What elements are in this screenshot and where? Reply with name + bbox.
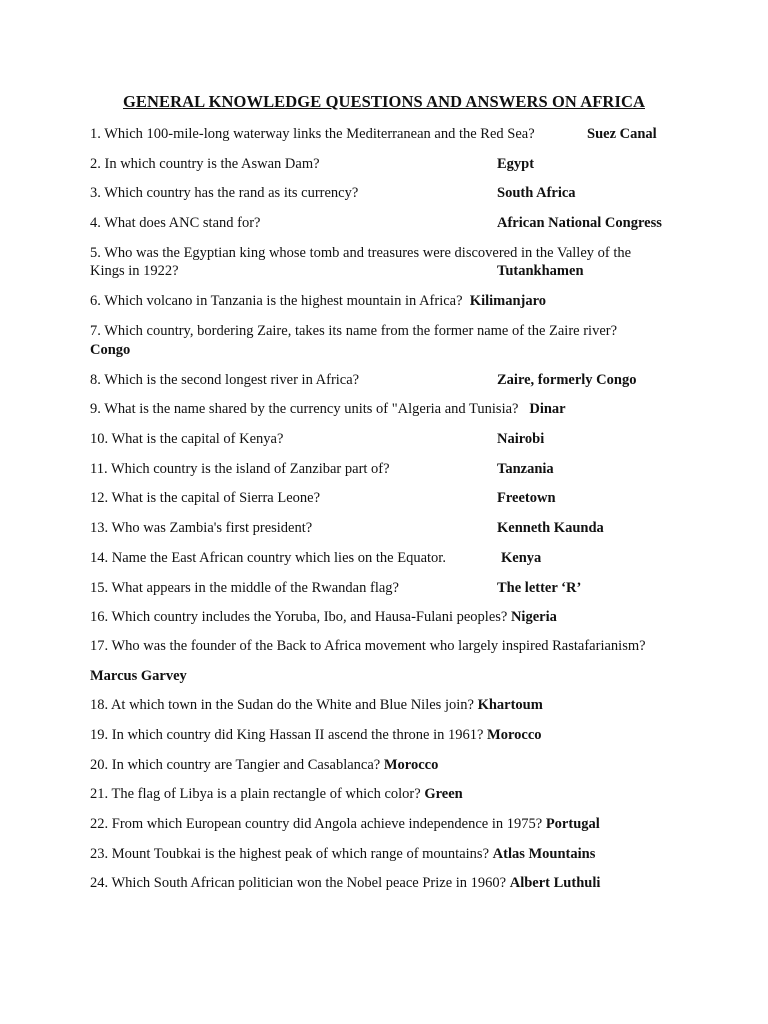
question-text: 10. What is the capital of Kenya?: [90, 431, 284, 447]
question-23: [90, 845, 595, 864]
question-text: 11. Which country is the island of Zanzibar part of?: [90, 461, 390, 477]
question-text: 16. Which country includes the Yoruba, Ibo, and Hausa-Fulani peoples?: [90, 609, 508, 625]
question-text: 14. Name the East African country which lies on the Equator.: [90, 550, 446, 566]
question-text: 15. What appears in the middle of the Rwandan flag?: [90, 580, 399, 596]
question-text: Kings in 1922?: [90, 263, 179, 279]
page-title: GENERAL KNOWLEDGE QUESTIONS AND ANSWERS ON AFRICA: [122, 92, 645, 111]
question-3: [90, 184, 358, 203]
answer-7: Congo: [90, 342, 131, 358]
answer-14: Kenya: [501, 550, 542, 566]
question-text: 1. Which 100-mile-long waterway links the Mediterranean and the Red Sea?: [90, 126, 535, 142]
answer-1: Suez Canal: [587, 126, 657, 142]
answer-2: Egypt: [497, 156, 535, 172]
question-11: [90, 460, 390, 479]
question-4: [90, 214, 260, 233]
question-text: 23. Mount Toubkai is the highest peak of which range of mountains?: [90, 846, 490, 862]
question-text: 4. What does ANC stand for?: [90, 215, 261, 231]
question-text: 18. At which town in the Sudan do the White and Blue Niles join?: [90, 697, 474, 713]
answer-9: Dinar: [529, 401, 566, 417]
question-text: 20. In which country are Tangier and Casablanca?: [90, 757, 381, 773]
question-8: [90, 371, 359, 390]
question-text: 9. What is the name shared by the currency units of "Algeria and Tunisia?: [90, 401, 519, 417]
question-13: [90, 519, 312, 538]
answer-5: Tutankhamen: [497, 263, 584, 279]
question-12: [90, 489, 320, 508]
question-5-continued: [90, 262, 179, 281]
question-17: [90, 637, 646, 656]
answer-3: South Africa: [497, 185, 576, 201]
question-20: [90, 756, 438, 775]
answer-23: Atlas Mountains: [492, 846, 596, 862]
answer-4: African National Congress: [497, 215, 662, 231]
answer-16: Nigeria: [510, 609, 557, 625]
question-15: [90, 579, 399, 598]
question-5: [90, 244, 631, 263]
question-22: [90, 815, 600, 834]
question-9: [90, 400, 566, 419]
question-7: [90, 322, 617, 341]
question-18: [90, 696, 543, 715]
answer-13: Kenneth Kaunda: [497, 520, 604, 536]
question-19: [90, 726, 542, 745]
answer-11: Tanzania: [497, 461, 554, 477]
question-14: [90, 549, 446, 568]
answer-24: Albert Luthuli: [509, 875, 601, 891]
question-text: 5. Who was the Egyptian king whose tomb and treasures were discovered in the Valley of the: [90, 245, 632, 261]
answer-8: Zaire, formerly Congo: [497, 372, 637, 388]
question-10: [90, 430, 283, 449]
question-text: 19. In which country did King Hassan II ascend the throne in 1961?: [90, 727, 484, 743]
question-text: 13. Who was Zambia's first president?: [90, 520, 313, 536]
question-text: 7. Which country, bordering Zaire, takes its name from the former name of the Zaire river?: [90, 323, 618, 339]
answer-17: Marcus Garvey: [90, 668, 187, 684]
question-text: 22. From which European country did Angola achieve independence in 1975?: [90, 816, 543, 832]
question-text: 3. Which country has the rand as its currency?: [90, 185, 359, 201]
question-16: [90, 608, 557, 627]
answer-19: Morocco: [487, 727, 542, 743]
answer-22: Portugal: [545, 816, 600, 832]
answer-15: The letter ‘R’: [497, 580, 582, 596]
answer-21: Green: [424, 786, 463, 802]
answer-10: Nairobi: [497, 431, 545, 447]
question-text: 21. The flag of Libya is a plain rectangle of which color?: [90, 786, 421, 802]
question-6: [90, 292, 546, 311]
question-text: 17. Who was the founder of the Back to Africa movement who largely inspired Rastafarianism?: [90, 638, 646, 654]
question-text: 12. What is the capital of Sierra Leone?: [90, 490, 321, 506]
answer-6: Kilimanjaro: [469, 293, 547, 309]
question-21: [90, 785, 463, 804]
answer-20: Morocco: [383, 757, 439, 773]
question-text: 24. Which South African politician won the Nobel peace Prize in 1960?: [90, 875, 507, 891]
answer-18: Khartoum: [477, 697, 543, 713]
question-text: 6. Which volcano in Tanzania is the highest mountain in Africa?: [90, 293, 463, 309]
question-1: [90, 125, 535, 144]
question-2: [90, 155, 320, 174]
question-24: [90, 874, 600, 893]
answer-12: Freetown: [497, 490, 556, 506]
question-text: 8. Which is the second longest river in Africa?: [90, 372, 360, 388]
question-text: 2. In which country is the Aswan Dam?: [90, 156, 320, 172]
